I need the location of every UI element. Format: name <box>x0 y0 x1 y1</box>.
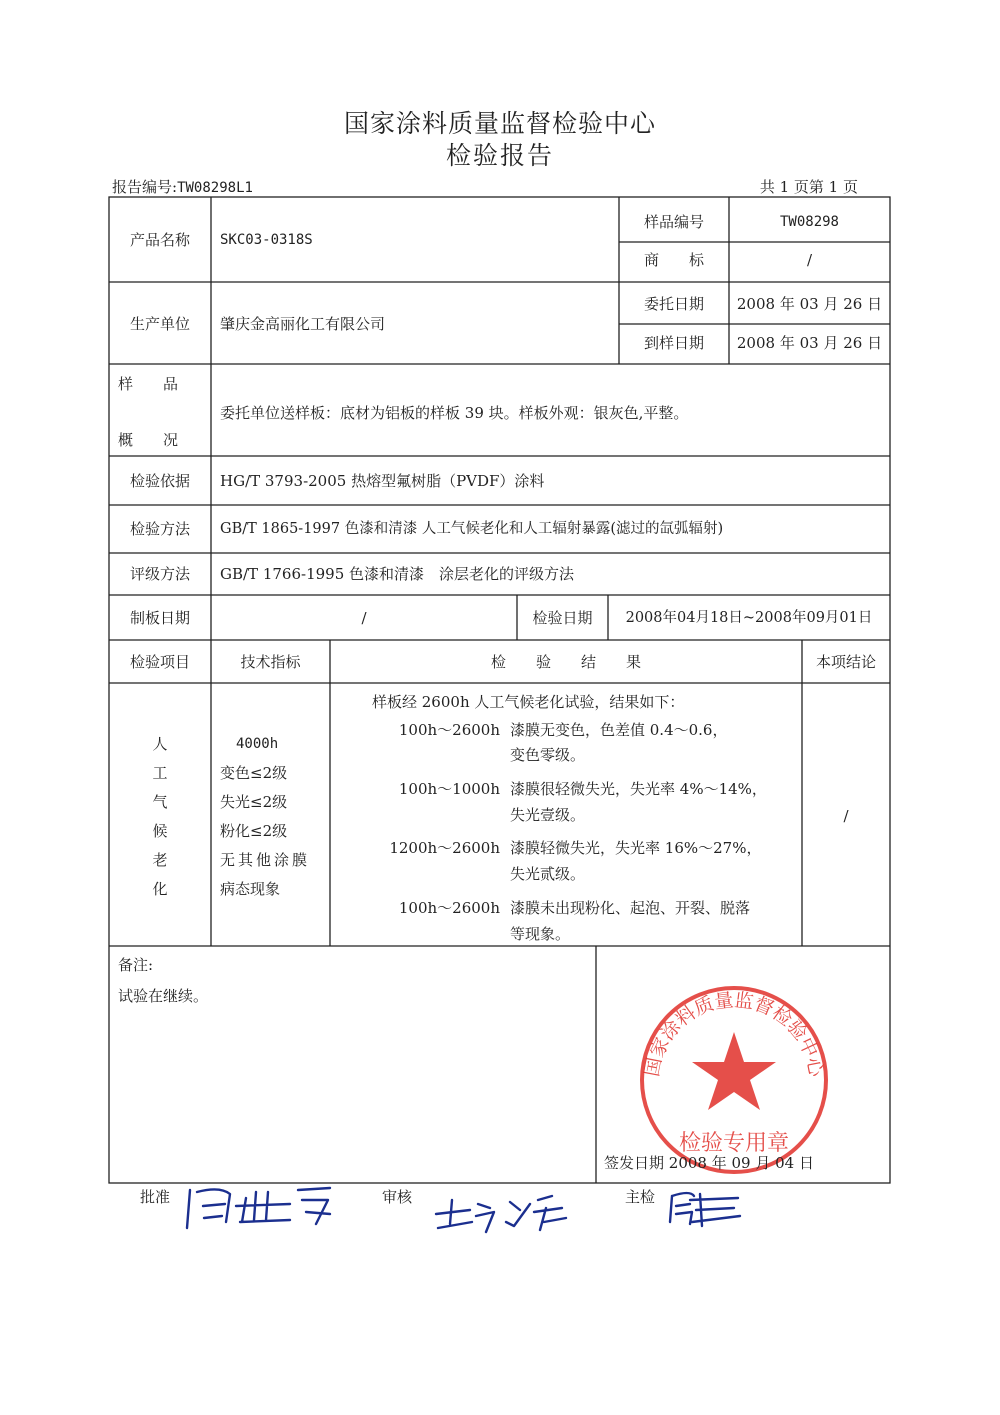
results-intro: 样板经 2600h 人工气候老化试验，结果如下： <box>372 693 685 711</box>
header-result: 检 验 结 果 <box>490 653 641 671</box>
spec-line: 无其他涂膜 <box>220 851 311 869</box>
stamp-ring-text: 国家涂料质量监督检验中心 <box>640 989 828 1079</box>
item-char: 老 <box>152 851 168 869</box>
rating-value: GB/T 1766-1995 色漆和清漆 涂层老化的评级方法 <box>220 565 575 583</box>
brand-label: 商 标 <box>643 251 704 269</box>
result-text: 失光壹级。 <box>510 806 586 824</box>
reviewer-signature <box>436 1196 566 1232</box>
result-text: 变色零级。 <box>510 746 586 764</box>
entrust-date-label: 委托日期 <box>643 295 704 313</box>
test-date-value: 2008年04月18日~2008年09月01日 <box>625 610 873 626</box>
page-info: 共 1 页第 1 页 <box>759 178 858 196</box>
result-text: 漆膜未出现粉化、起泡、开裂、脱落 <box>510 899 751 917</box>
board-date-value: / <box>361 609 367 627</box>
spec-line: 粉化≤2级 <box>220 822 288 840</box>
spec-line: 病态现象 <box>220 880 281 898</box>
remarks-label: 备注: <box>118 956 154 974</box>
review-label: 审核 <box>382 1188 413 1206</box>
sample-overview-value: 委托单位送样板：底材为铝板的样板 39 块。样板外观：银灰色,平整。 <box>220 404 689 422</box>
method-value: GB/T 1865-1997 色漆和清漆 人工气候老化和人工辐射暴露(滤过的氙弧辐射) <box>220 521 724 537</box>
result-text: 漆膜无变色，色差值 0.4～0.6， <box>510 721 728 739</box>
entrust-date-value: 2008 年 03 月 26 日 <box>736 295 883 313</box>
item-char: 化 <box>152 880 168 898</box>
sample-overview-label-bottom: 概 况 <box>118 431 179 449</box>
arrival-date-label: 到样日期 <box>643 334 704 352</box>
header-spec: 技术指标 <box>240 653 301 671</box>
issue-date-label: 签发日期 <box>604 1154 665 1172</box>
item-char: 气 <box>152 793 168 811</box>
sample-overview-label-top: 样 品 <box>118 375 179 393</box>
item-char: 工 <box>152 764 168 782</box>
report-number-label: 报告编号: <box>112 178 178 196</box>
result-text: 漆膜很轻微失光，失光率 4%～14%， <box>510 780 767 798</box>
brand-value: / <box>806 251 813 269</box>
spec-line: 变色≤2级 <box>220 764 288 782</box>
inspector-signature <box>670 1193 740 1226</box>
rating-label: 评级方法 <box>129 565 190 583</box>
test-date-label: 检验日期 <box>532 609 593 627</box>
document-title: 国家涂料质量监督检验中心 <box>343 109 656 138</box>
method-label: 检验方法 <box>129 520 190 538</box>
issue-date-value: 2008 年 09 月 04 日 <box>668 1154 814 1172</box>
report-number-value: TW08298L1 <box>177 180 253 196</box>
main-inspector-label: 主检 <box>625 1188 656 1206</box>
header-conclusion: 本项结论 <box>815 653 876 671</box>
result-text: 漆膜轻微失光，失光率 16%～27%， <box>510 839 762 857</box>
board-date-label: 制板日期 <box>129 609 190 627</box>
item-char: 人 <box>152 735 168 753</box>
result-period: 100h～2600h <box>398 899 500 917</box>
basis-value: HG/T 3793-2005 热熔型氟树脂（PVDF）涂料 <box>220 472 545 490</box>
result-period: 100h～2600h <box>398 721 500 739</box>
header-test-item: 检验项目 <box>129 653 190 671</box>
producer-value: 肇庆金高丽化工有限公司 <box>220 315 386 333</box>
spec-line: 失光≤2级 <box>220 793 288 811</box>
result-period: 100h～1000h <box>398 780 500 798</box>
result-period: 1200h～2600h <box>389 839 500 857</box>
approve-label: 批准 <box>140 1188 171 1206</box>
spec-line: 4000h <box>236 736 279 752</box>
sample-number-value: TW08298 <box>779 214 839 230</box>
document-subtitle: 检验报告 <box>445 141 554 170</box>
remarks-text: 试验在继续。 <box>118 987 209 1005</box>
result-text: 失光贰级。 <box>510 865 586 883</box>
product-name-label: 产品名称 <box>129 231 190 249</box>
conclusion-value: / <box>843 807 849 825</box>
producer-label: 生产单位 <box>129 315 190 333</box>
item-char: 候 <box>152 822 168 840</box>
arrival-date-value: 2008 年 03 月 26 日 <box>736 334 883 352</box>
basis-label: 检验依据 <box>129 472 190 490</box>
approver-signature <box>187 1188 330 1228</box>
stamp-bottom-text: 检验专用章 <box>678 1131 790 1156</box>
product-name-value: SKC03-0318S <box>220 232 313 248</box>
sample-number-label: 样品编号 <box>643 213 704 231</box>
result-text: 等现象。 <box>510 925 571 943</box>
